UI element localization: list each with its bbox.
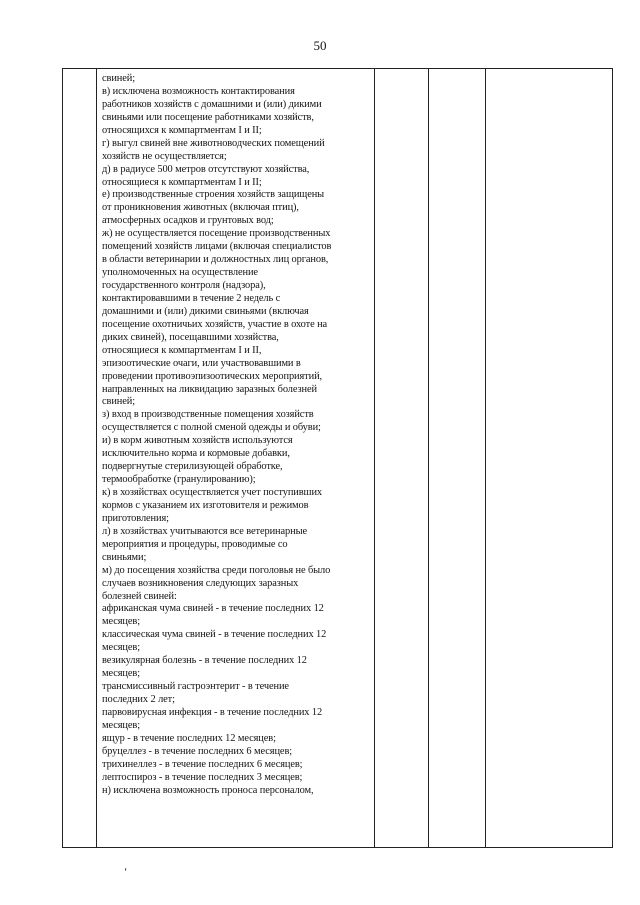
text-line: парвовирусная инфекция - в течение последних 12 bbox=[102, 706, 323, 718]
text-line: свиньями; bbox=[102, 551, 147, 563]
text-line: лептоспироз - в течение последних 3 месяцев; bbox=[102, 771, 303, 783]
text-line: свиньями или посещение работниками хозяйств, bbox=[102, 111, 314, 123]
page-number: 50 bbox=[313, 38, 327, 53]
text-line: н) исключена возможность проноса персоналом, bbox=[102, 784, 314, 796]
text-line: последних 2 лет; bbox=[102, 694, 175, 705]
text-line: проведении противоэпизоотических мероприятий, bbox=[102, 370, 323, 382]
text-line: хозяйств не осуществляется; bbox=[102, 150, 227, 162]
text-line: домашними и (или) дикими свиньями (включая bbox=[102, 305, 309, 317]
text-line: от проникновения животных (включая птиц), bbox=[102, 202, 299, 214]
text-line: свиней; bbox=[102, 73, 135, 84]
text-line: относящиеся к компартментам I и II; bbox=[102, 176, 262, 188]
text-line: приготовления; bbox=[102, 512, 169, 524]
text-line: атмосферных осадков и грунтовых вод; bbox=[102, 215, 274, 227]
requirements-table bbox=[62, 68, 613, 848]
text-line: месяцев; bbox=[102, 642, 141, 654]
text-line: классическая чума свиней - в течение последних 12 bbox=[102, 629, 327, 641]
text-line: кормов с указанием их изготовителя и режимов bbox=[102, 499, 309, 511]
text-line: м) до посещения хозяйства среди поголовья не было bbox=[102, 564, 331, 576]
text-line: л) в хозяйствах учитываются все ветеринарные bbox=[102, 525, 307, 537]
text-line: в) исключена возможность контактирования bbox=[102, 85, 295, 97]
text-line: исключительно корма и кормовые добавки, bbox=[102, 448, 290, 460]
text-line: везикулярная болезнь - в течение последних 12 bbox=[102, 655, 307, 667]
column-divider bbox=[485, 68, 486, 848]
text-line: месяцев; bbox=[102, 616, 141, 628]
column-divider bbox=[374, 68, 375, 848]
text-line: ящур - в течение последних 12 месяцев; bbox=[102, 732, 276, 744]
text-line: трихинеллез - в течение последних 6 месяцев; bbox=[102, 758, 303, 770]
text-line: государственного контроля (надзора), bbox=[102, 280, 266, 291]
table-bottom-border bbox=[62, 847, 613, 848]
text-line: г) выгул свиней вне животноводческих помещений bbox=[102, 137, 325, 149]
text-line: осуществляется с полной сменой одежды и обуви; bbox=[102, 422, 321, 434]
text-line: эпизоотические очаги, или участвовавшими в bbox=[102, 357, 301, 369]
text-line: свиней; bbox=[102, 396, 135, 408]
text-line: к) в хозяйствах осуществляется учет поступивших bbox=[102, 487, 323, 498]
footer-mark: ʻ bbox=[124, 867, 128, 878]
text-line: бруцеллез - в течение последних 6 месяцев; bbox=[102, 745, 293, 757]
text-line: диких свиней), посещавшими хозяйства, bbox=[102, 331, 279, 343]
text-line: помещений хозяйств лицами (включая специалистов bbox=[102, 241, 332, 253]
text-line: месяцев; bbox=[102, 719, 141, 731]
text-line: относящихся к компартментам I и II; bbox=[102, 124, 262, 136]
text-line: случаев возникновения следующих заразных bbox=[102, 577, 299, 589]
table-top-border bbox=[62, 68, 613, 69]
text-line: и) в корм животным хозяйств используются bbox=[102, 435, 293, 447]
column-divider bbox=[428, 68, 429, 848]
column-divider bbox=[96, 68, 97, 848]
text-line: подвергнутые стерилизующей обработке, bbox=[102, 461, 283, 473]
text-line: месяцев; bbox=[102, 668, 141, 680]
text-line: болезней свиней: bbox=[102, 590, 177, 602]
column-divider bbox=[62, 68, 63, 848]
text-line: работников хозяйств с домашними и (или) дикими bbox=[102, 98, 322, 110]
text-line: д) в радиусе 500 метров отсутствуют хозяйства, bbox=[102, 163, 310, 175]
text-line: мероприятия и процедуры, проводимые со bbox=[102, 538, 288, 550]
text-line: посещение охотничьих хозяйств, участие в охоте на bbox=[102, 318, 328, 330]
text-line: ж) не осуществляется посещение производственных bbox=[102, 228, 331, 240]
text-line: направленных на ликвидацию заразных болезней bbox=[102, 383, 317, 395]
text-line: относящиеся к компартментам I и II, bbox=[102, 344, 262, 356]
column-divider bbox=[612, 68, 613, 848]
requirements-text-cell bbox=[102, 73, 372, 798]
text-line: в области ветеринарии и должностных лиц органов, bbox=[102, 254, 329, 266]
text-line: з) вход в производственные помещения хозяйств bbox=[102, 409, 314, 421]
text-line: африканская чума свиней - в течение последних 12 bbox=[102, 603, 324, 615]
text-line: е) производственные строения хозяйств защищены bbox=[102, 189, 325, 201]
text-line: уполномоченных на осуществление bbox=[102, 267, 258, 279]
text-line: термообработке (гранулированию); bbox=[102, 474, 256, 486]
text-line: трансмиссивный гастроэнтерит - в течение bbox=[102, 681, 289, 693]
text-line: контактировавшими в течение 2 недель с bbox=[102, 292, 281, 304]
